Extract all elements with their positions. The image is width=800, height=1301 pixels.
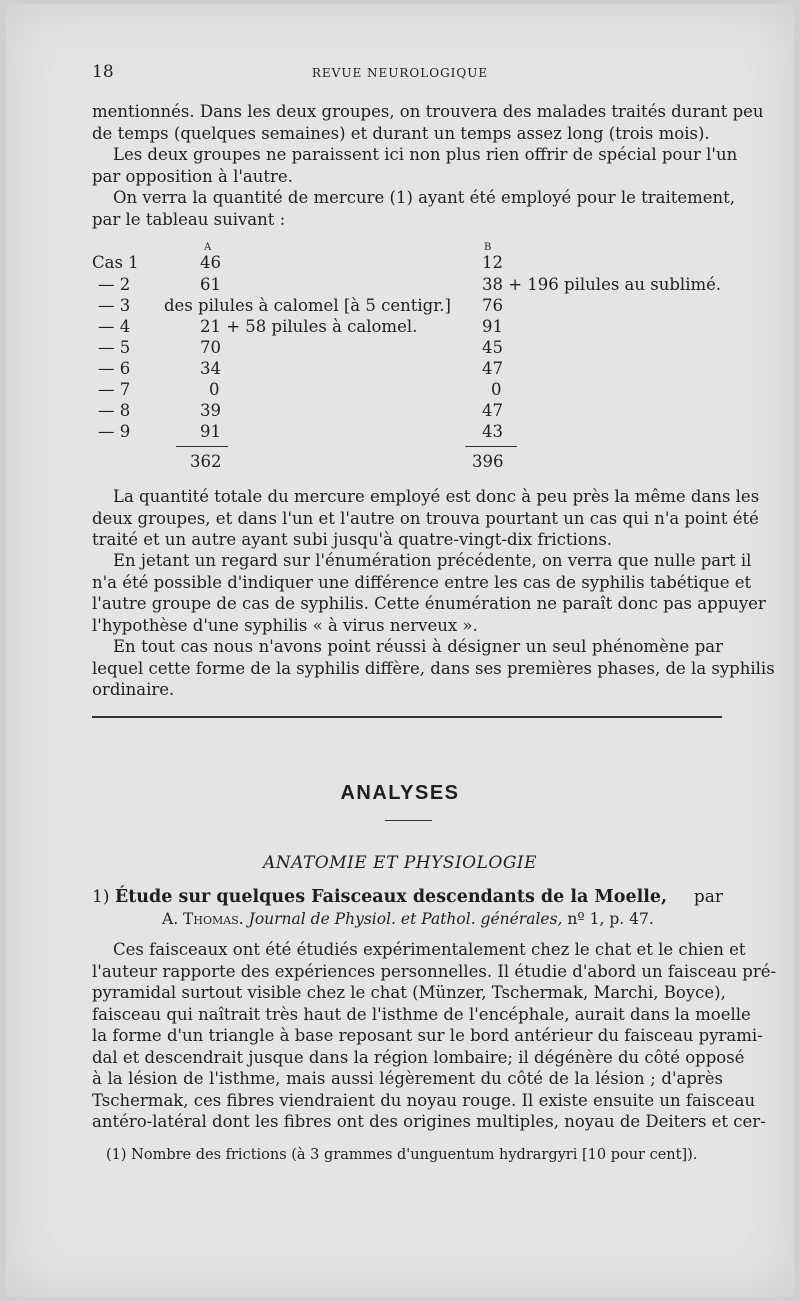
table-cell-a: des pilules à calomel [à 5 centigr.] [164, 296, 451, 315]
table-cell-a: 34 [200, 359, 221, 378]
text-line: traité et un autre ayant subi jusqu'à quatre-vingt-dix frictions. [92, 530, 613, 549]
table-cell-b: 38 + 196 pilules au sublimé. [482, 275, 722, 294]
table-cell-a: 46 [200, 253, 221, 272]
table-case: Cas 1 [92, 253, 139, 272]
text-line: la forme d'un triangle à base reposant sur le bord antérieur du faisceau pyrami- [92, 1026, 763, 1045]
article-citation [162, 910, 654, 928]
article-title: Étude sur quelques Faisceaux descendants de la Moelle, [114, 887, 668, 907]
table-case: — 8 [98, 401, 131, 420]
table-total-a: 362 [190, 452, 222, 471]
footnote: (1) Nombre des frictions (à 3 grammes d'unguentum hydrargyri [10 pour cent]). [106, 1147, 698, 1163]
table-cell-a: 0 [209, 380, 220, 399]
table-total-b: 396 [472, 452, 504, 471]
text-line: l'hypothèse d'une syphilis « à virus nerveux ». [92, 615, 478, 635]
text-line: deux groupes, et dans l'un et l'autre on trouva pourtant un cas qui n'a point été [92, 508, 759, 528]
section-title: ANALYSES [340, 782, 460, 804]
table-case: — 5 [98, 338, 131, 357]
table-case: — 4 [98, 317, 131, 336]
page-number: 18 [92, 62, 114, 82]
article-body [92, 939, 777, 1133]
conclusion-paragraph-2 [92, 550, 766, 636]
table-cell-a: 91 [200, 422, 221, 441]
conclusion-paragraph-1 [92, 486, 760, 551]
table-cell-b: 47 [482, 359, 503, 378]
section-subtitle: ANATOMIE ET PHYSIOLOGIE [262, 853, 538, 873]
table-case: — 3 [98, 296, 131, 315]
table-case: — 7 [98, 380, 131, 399]
table-cell-b: 76 [482, 296, 503, 315]
table-cell-a: 70 [200, 338, 221, 357]
text-line: faisceau qui naîtrait très haut de l'isthme de l'encéphale, aurait dans la moelle [92, 1004, 751, 1024]
table-case: — 6 [98, 359, 131, 378]
text-line: n'a été possible d'indiquer une différence entre les cas de syphilis tabétique et [92, 572, 752, 592]
text-line: mentionnés. Dans les deux groupes, on trouvera des malades traités durant peu [92, 102, 764, 121]
conclusion-paragraph-3 [92, 636, 775, 701]
article-heading [92, 887, 723, 907]
text-line: par le tableau suivant : [92, 209, 286, 229]
text-line: dal et descendrait jusque dans la région lombaire; il dégénère du côté opposé [92, 1047, 745, 1067]
text-line: de temps (quelques semaines) et durant un temps assez long (trois mois). [92, 123, 710, 143]
article-issue: nº 1, p. 47. [567, 910, 654, 928]
sum-line-b [465, 446, 517, 447]
table-cell-b: 12 [482, 253, 503, 272]
text-line: Ces faisceaux ont été étudiés expérimentalement chez le chat et le chien et [113, 940, 746, 959]
text-line: lequel cette forme de la syphilis diffère, dans ses premières phases, de la syphilis [92, 658, 775, 678]
text-line: En jetant un regard sur l'énumération précédente, on verra que nulle part il [113, 551, 752, 570]
table-cell-b: 47 [482, 401, 503, 420]
table-cell-b: 43 [482, 422, 503, 441]
text-line: ordinaire. [92, 680, 175, 699]
text-line: En tout cas nous n'avons point réussi à désigner un seul phénomène par [113, 637, 723, 656]
table-case: — 9 [98, 422, 131, 441]
text-line: antéro-latéral dont les fibres ont des origines multiples, noyau de Deiters et cer- [92, 1112, 766, 1131]
table-cell-b: 91 [482, 317, 503, 336]
sum-line-a [176, 446, 228, 447]
text-line: Tschermak, ces fibres viendraient du noyau rouge. Il existe ensuite un faisceau [92, 1090, 756, 1110]
text-line: Les deux groupes ne paraissent ici non plus rien offrir de spécial pour l'un [113, 145, 738, 164]
table-cell-b: 45 [482, 338, 503, 357]
text-line: par opposition à l'autre. [92, 166, 293, 186]
text-line: l'autre groupe de cas de syphilis. Cette énumération ne paraît donc pas appuyer [92, 594, 766, 613]
text-line: On verra la quantité de mercure (1) ayant été employé pour le traitement, [113, 188, 736, 207]
table-cell-a: 21 + 58 pilules à calomel. [200, 317, 418, 336]
table-cell-b: 0 [491, 380, 502, 399]
text-line: l'auteur rapporte des expériences personnelles. Il étudie d'abord un faisceau pré- [92, 961, 777, 981]
column-b-header: B [484, 242, 492, 253]
title-underline [385, 820, 432, 821]
text-line: La quantité totale du mercure employé est donc à peu près la même dans les [113, 487, 760, 506]
table-case: — 2 [98, 275, 131, 294]
intro-paragraph [92, 101, 764, 230]
table-cell-a: 61 [200, 275, 221, 294]
table-cell-a: 39 [200, 401, 221, 420]
column-a-header: A [204, 242, 212, 253]
text-line: à la lésion de l'isthme, mais aussi légèrement du côté de la lésion ; d'après [92, 1069, 723, 1088]
running-head: REVUE NEUROLOGIQUE [311, 66, 489, 80]
article-par: par [693, 887, 723, 907]
article-number: 1) [92, 887, 110, 907]
text-line: pyramidal surtout visible chez le chat (Münzer, Tschermak, Marchi, Boyce), [92, 983, 726, 1002]
article-author: A. Thomas. [162, 910, 244, 928]
article-journal: Journal de Physiol. et Pathol. générales, [248, 910, 563, 928]
section-divider [92, 716, 722, 718]
